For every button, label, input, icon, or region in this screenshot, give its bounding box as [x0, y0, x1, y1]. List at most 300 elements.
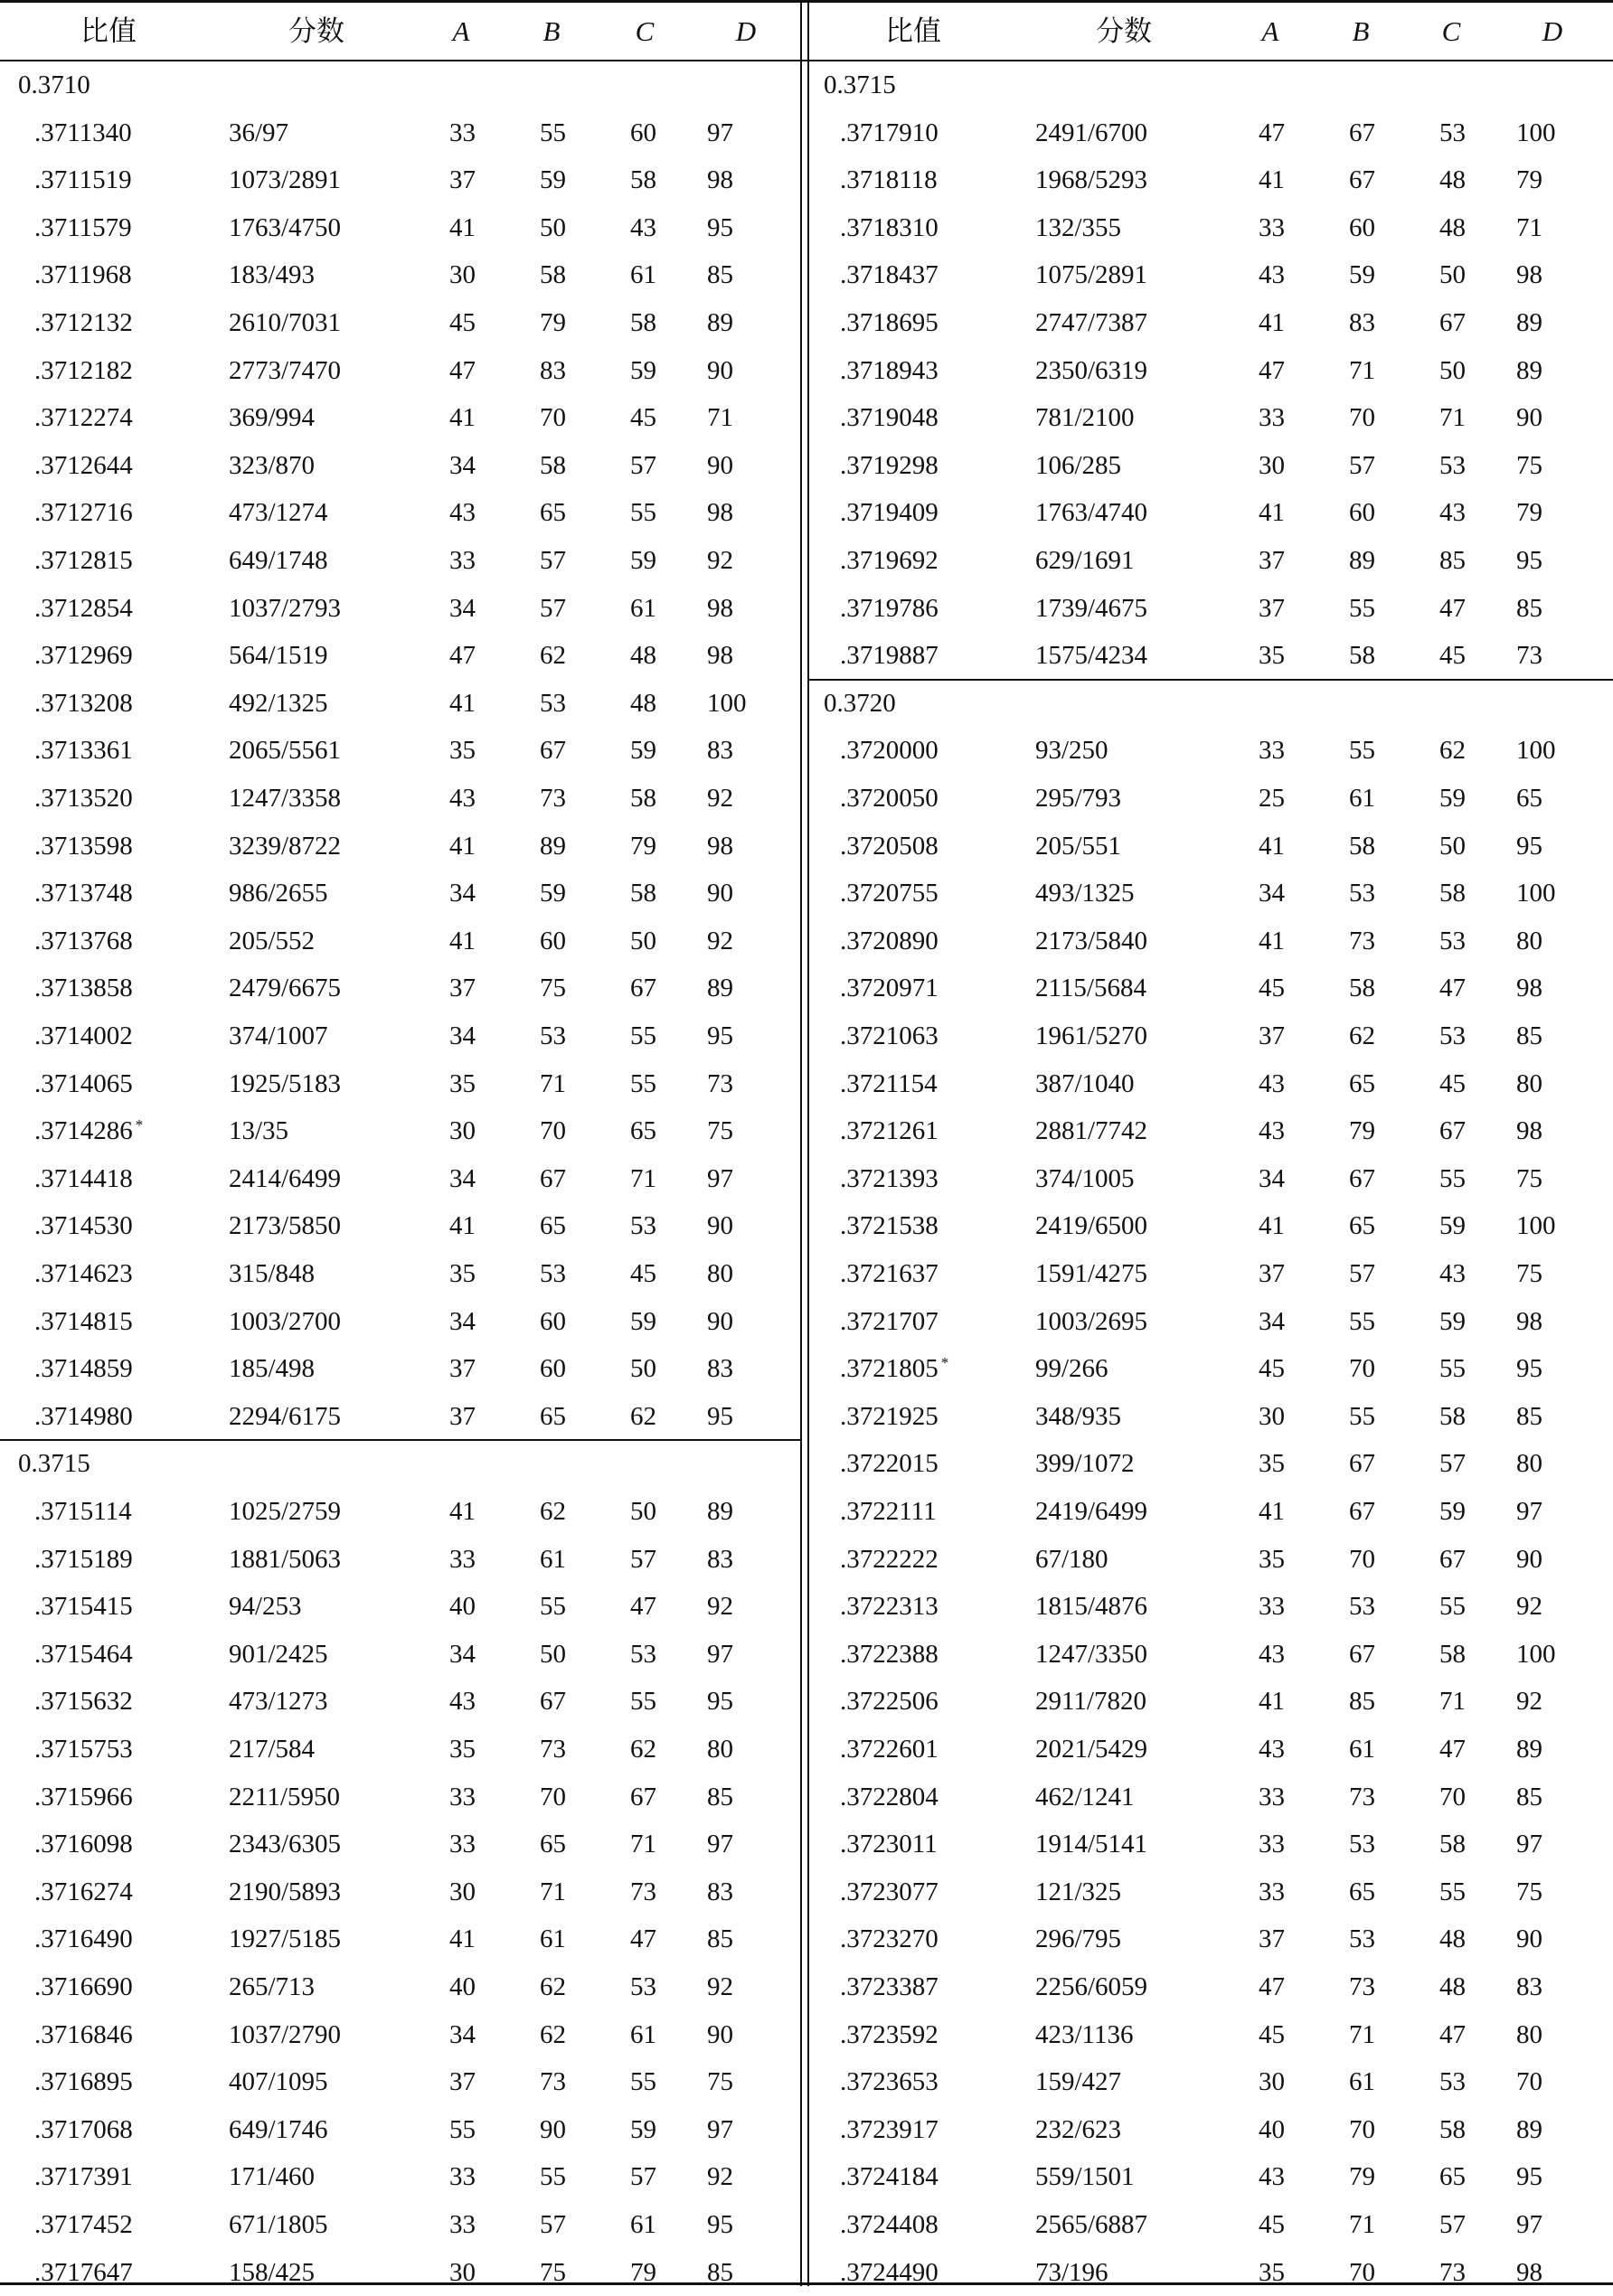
b-cell: 83 — [540, 355, 566, 385]
ratio-cell — [840, 156, 938, 204]
a-cell: 33 — [449, 1782, 476, 1811]
c-cell: 43 — [1439, 1259, 1466, 1288]
table-row — [0, 1915, 800, 1963]
d-cell: 80 — [1516, 1068, 1542, 1098]
b-cell: 79 — [1349, 1116, 1375, 1146]
b-cell: 73 — [540, 2067, 566, 2097]
fraction-cell: 93/250 — [1035, 736, 1108, 766]
c-cell: 50 — [630, 1497, 656, 1526]
ratio-cell — [34, 537, 133, 585]
ratio-cell — [840, 1821, 938, 1868]
header-b: B — [542, 15, 561, 47]
fraction-cell: 374/1005 — [1035, 1163, 1135, 1193]
c-cell: 65 — [1439, 2162, 1466, 2192]
d-cell: 83 — [707, 1877, 733, 1906]
d-cell: 89 — [707, 308, 733, 337]
ratio-cell — [840, 1963, 939, 2011]
table-row — [0, 1536, 800, 1584]
a-cell: 30 — [1259, 2067, 1285, 2097]
ratio-value: .3718437 — [840, 260, 939, 290]
b-cell: 65 — [540, 1401, 566, 1431]
c-cell: 61 — [630, 260, 656, 290]
a-cell: 33 — [1259, 1830, 1285, 1859]
fraction-cell: 13/35 — [229, 1116, 289, 1146]
a-cell: 34 — [1259, 1306, 1285, 1336]
c-cell: 59 — [1439, 1497, 1466, 1526]
fraction-cell: 1961/5270 — [1035, 1021, 1148, 1050]
table-row — [0, 917, 800, 965]
fraction-cell: 1003/2695 — [1035, 1306, 1148, 1336]
b-cell: 58 — [540, 260, 566, 290]
c-cell: 47 — [1439, 974, 1466, 1003]
fraction-cell: 315/848 — [229, 1259, 316, 1288]
ratio-cell — [840, 727, 939, 775]
a-cell: 30 — [1259, 1401, 1285, 1431]
d-cell: 95 — [707, 212, 733, 242]
table-row — [809, 109, 1613, 157]
fraction-cell: 369/994 — [229, 403, 316, 433]
d-cell: 95 — [707, 1021, 733, 1050]
a-cell: 41 — [1259, 1687, 1285, 1717]
table-row — [809, 775, 1613, 823]
c-cell: 50 — [1439, 831, 1466, 861]
b-cell: 62 — [540, 2019, 566, 2049]
ratio-value: .3712132 — [34, 308, 133, 337]
d-cell: 75 — [1516, 1163, 1542, 1193]
c-cell: 43 — [630, 212, 656, 242]
table-row — [0, 585, 800, 633]
c-cell: 59 — [630, 2114, 656, 2144]
b-cell: 70 — [1349, 2114, 1375, 2144]
b-cell: 90 — [540, 2114, 566, 2144]
b-cell: 57 — [1349, 450, 1375, 480]
d-cell: 98 — [707, 593, 733, 623]
d-cell: 85 — [1516, 593, 1542, 623]
ratio-value: .3715753 — [34, 1735, 133, 1764]
b-cell: 58 — [1349, 831, 1375, 861]
ratio-value: .3722804 — [840, 1782, 939, 1811]
ratio-cell — [840, 1868, 939, 1916]
a-cell: 35 — [1259, 1449, 1285, 1479]
b-cell: 53 — [540, 1259, 566, 1288]
ratio-cell — [34, 347, 133, 395]
ratio-cell — [34, 680, 133, 728]
d-cell: 90 — [707, 355, 733, 385]
d-cell: 83 — [1516, 1972, 1542, 2001]
ratio-value: .3712716 — [34, 498, 133, 528]
b-cell: 61 — [540, 1924, 566, 1954]
c-cell: 67 — [630, 974, 656, 1003]
ratio-value: .3720755 — [840, 879, 939, 908]
d-cell: 83 — [707, 1354, 733, 1384]
d-cell: 90 — [707, 450, 733, 480]
c-cell: 59 — [1439, 784, 1466, 813]
fraction-cell: 185/498 — [229, 1354, 316, 1384]
c-cell: 62 — [1439, 736, 1466, 766]
right-header-row — [809, 3, 1613, 60]
b-cell: 55 — [540, 118, 566, 147]
ratio-value: .3711968 — [34, 260, 132, 290]
table-row — [0, 1012, 800, 1060]
ratio-value: .3716690 — [34, 1972, 133, 2001]
ratio-value: .3711340 — [34, 118, 132, 147]
table-row — [809, 2201, 1613, 2249]
d-cell: 95 — [1516, 546, 1542, 575]
ratio-value: .3720508 — [840, 831, 939, 861]
ratio-value: .3724184 — [840, 2162, 939, 2192]
d-cell: 85 — [1516, 1782, 1542, 1811]
b-cell: 53 — [540, 688, 566, 718]
b-cell: 57 — [1349, 1259, 1375, 1288]
ratio-value: .3711579 — [34, 212, 132, 242]
header-c: C — [635, 15, 655, 47]
fraction-cell: 986/2655 — [229, 879, 328, 908]
b-cell: 57 — [540, 593, 566, 623]
b-cell: 62 — [540, 1497, 566, 1526]
fraction-cell: 121/325 — [1035, 1877, 1122, 1906]
table-row — [0, 870, 800, 917]
a-cell: 35 — [449, 1735, 476, 1764]
c-cell: 59 — [630, 546, 656, 575]
ratio-cell — [840, 1583, 939, 1631]
c-cell: 57 — [630, 2162, 656, 2192]
a-cell: 43 — [449, 1687, 476, 1717]
fraction-cell: 132/355 — [1035, 212, 1122, 242]
b-cell: 67 — [1349, 118, 1375, 147]
ratio-value: .3721707 — [840, 1306, 939, 1336]
c-cell: 70 — [1439, 1782, 1466, 1811]
ratio-cell — [34, 775, 133, 823]
fraction-cell: 1247/3358 — [229, 784, 342, 813]
c-cell: 58 — [1439, 879, 1466, 908]
c-cell: 58 — [630, 784, 656, 813]
b-cell: 67 — [1349, 165, 1375, 195]
c-cell: 47 — [1439, 2019, 1466, 2049]
ratio-cell — [34, 1678, 133, 1726]
a-cell: 35 — [449, 1068, 476, 1098]
ratio-cell — [840, 1915, 939, 1963]
d-cell: 73 — [1516, 641, 1542, 671]
header-ratio: 比值 — [885, 15, 941, 47]
d-cell: 97 — [707, 2114, 733, 2144]
ratio-value: .3721154 — [840, 1068, 938, 1098]
d-cell: 97 — [1516, 1830, 1542, 1859]
table-row — [0, 727, 800, 775]
c-cell: 58 — [630, 308, 656, 337]
c-cell: 62 — [630, 1735, 656, 1764]
b-cell: 75 — [540, 2257, 566, 2287]
fraction-cell: 67/180 — [1035, 1544, 1108, 1574]
d-cell: 71 — [1516, 212, 1542, 242]
table-row — [0, 156, 800, 204]
ratio-value: .3721538 — [840, 1211, 939, 1241]
d-cell: 92 — [707, 926, 733, 955]
fraction-cell: 2211/5950 — [229, 1782, 340, 1811]
fraction-cell: 649/1748 — [229, 546, 328, 575]
fraction-cell: 1003/2700 — [229, 1306, 342, 1336]
ratio-cell — [840, 917, 939, 965]
a-cell: 47 — [1259, 118, 1285, 147]
column-divider-left-line — [800, 0, 802, 2286]
d-cell: 65 — [1516, 784, 1542, 813]
fraction-cell: 1914/5141 — [1035, 1830, 1148, 1859]
fraction-cell: 159/427 — [1035, 2067, 1122, 2097]
ratio-value: .3721063 — [840, 1021, 939, 1050]
ratio-value: .3722388 — [840, 1639, 939, 1669]
a-cell: 37 — [449, 2067, 476, 2097]
ratio-cell — [840, 1536, 939, 1584]
d-cell: 79 — [1516, 165, 1542, 195]
ratio-value: .3719692 — [840, 546, 939, 575]
ratio-value: .3723011 — [840, 1830, 938, 1859]
ratio-cell — [34, 870, 133, 917]
ratio-cell — [34, 442, 133, 490]
d-cell: 95 — [1516, 2162, 1542, 2192]
ratio-cell — [34, 1774, 133, 1821]
fraction-cell: 205/552 — [229, 926, 316, 955]
d-cell: 100 — [1516, 1639, 1556, 1669]
a-cell: 43 — [1259, 1639, 1285, 1669]
fraction-cell: 1075/2891 — [1035, 260, 1148, 290]
a-cell: 41 — [449, 1211, 476, 1241]
ratio-cell — [840, 870, 939, 917]
ratio-cell — [34, 965, 133, 1012]
table-row — [0, 1060, 800, 1108]
c-cell: 57 — [630, 1544, 656, 1574]
b-cell: 55 — [1349, 736, 1375, 766]
table-row — [809, 1345, 1613, 1393]
a-cell: 33 — [1259, 1877, 1285, 1906]
table-row — [809, 917, 1613, 965]
c-cell: 48 — [1439, 1924, 1466, 1954]
b-cell: 79 — [1349, 2162, 1375, 2192]
c-cell: 62 — [630, 1401, 656, 1431]
c-cell: 53 — [1439, 118, 1466, 147]
b-cell: 55 — [1349, 593, 1375, 623]
c-cell: 58 — [1439, 1401, 1466, 1431]
c-cell: 50 — [1439, 260, 1466, 290]
a-cell: 34 — [1259, 1163, 1285, 1193]
b-cell: 65 — [540, 498, 566, 528]
ratio-cell — [34, 251, 132, 299]
table-row — [0, 1155, 800, 1203]
b-cell: 53 — [1349, 1924, 1375, 1954]
d-cell: 73 — [707, 1068, 733, 1098]
table-row — [809, 1107, 1613, 1155]
b-cell: 79 — [540, 308, 566, 337]
b-cell: 60 — [1349, 498, 1375, 528]
d-cell: 97 — [1516, 2210, 1542, 2239]
ratio-value: .3712182 — [34, 355, 133, 385]
d-cell: 92 — [707, 1592, 733, 1622]
ratio-cell — [34, 2011, 133, 2059]
b-cell: 70 — [1349, 1544, 1375, 1574]
table-row — [809, 2153, 1613, 2201]
table-row — [809, 1631, 1613, 1679]
table-row — [809, 585, 1613, 633]
ratio-cell — [840, 1060, 938, 1108]
d-cell: 80 — [707, 1735, 733, 1764]
a-cell: 37 — [1259, 1021, 1285, 1050]
b-cell: 89 — [1349, 546, 1375, 575]
c-cell: 71 — [630, 1163, 656, 1193]
a-cell: 34 — [449, 879, 476, 908]
ratio-value: .3716274 — [34, 1877, 133, 1906]
ratio-cell — [34, 1393, 133, 1441]
c-cell: 85 — [1439, 546, 1466, 575]
d-cell: 80 — [1516, 2019, 1542, 2049]
table-row — [809, 1774, 1613, 1821]
ratio-value: .3715415 — [34, 1592, 133, 1622]
ratio-cell — [840, 347, 939, 395]
ratio-cell — [34, 2153, 133, 2201]
ratio-value: .3722601 — [840, 1735, 939, 1764]
d-cell: 95 — [707, 1401, 733, 1431]
fraction-cell: 205/551 — [1035, 831, 1122, 861]
a-cell: 33 — [449, 1544, 476, 1574]
ratio-cell — [34, 156, 132, 204]
c-cell: 59 — [630, 1306, 656, 1336]
d-cell: 100 — [1516, 736, 1556, 766]
fraction-cell: 323/870 — [229, 450, 316, 480]
ratio-cell — [840, 109, 939, 157]
table-row — [809, 965, 1613, 1012]
b-cell: 57 — [540, 546, 566, 575]
ratio-cell — [34, 1250, 133, 1298]
b-cell: 62 — [1349, 1021, 1375, 1050]
fraction-cell: 1927/5185 — [229, 1924, 342, 1954]
a-cell: 41 — [449, 403, 476, 433]
fraction-cell: 2414/6499 — [229, 1163, 342, 1193]
fraction-cell: 73/196 — [1035, 2257, 1108, 2287]
ratio-value: .3714815 — [34, 1306, 133, 1336]
d-cell: 90 — [707, 1306, 733, 1336]
table-row — [809, 1250, 1613, 1298]
fraction-cell: 1247/3350 — [1035, 1639, 1148, 1669]
table-row — [0, 1250, 800, 1298]
b-cell: 71 — [1349, 2019, 1375, 2049]
ratio-cell — [840, 632, 939, 680]
a-cell: 41 — [1259, 1211, 1285, 1241]
c-cell: 71 — [630, 1830, 656, 1859]
b-cell: 71 — [540, 1877, 566, 1906]
a-cell: 34 — [449, 1021, 476, 1050]
ratio-cell — [840, 299, 939, 347]
fraction-cell: 265/713 — [229, 1972, 316, 2001]
c-cell: 71 — [1439, 1687, 1466, 1717]
table-row — [0, 1107, 800, 1155]
table-row — [809, 1202, 1613, 1250]
ratio-cell — [840, 1726, 939, 1774]
fraction-cell: 387/1040 — [1035, 1068, 1135, 1098]
table-row — [809, 727, 1613, 775]
a-cell: 41 — [1259, 926, 1285, 955]
ratio-cell — [840, 2058, 939, 2106]
ratio-cell — [34, 204, 132, 252]
ratio-value: .3723653 — [840, 2067, 939, 2097]
section-label: 0.3710 — [18, 71, 90, 99]
d-cell: 98 — [707, 165, 733, 195]
ratio-value: .3719298 — [840, 450, 939, 480]
a-cell: 37 — [449, 974, 476, 1003]
fraction-cell: 374/1007 — [229, 1021, 328, 1050]
fraction-cell: 217/584 — [229, 1735, 316, 1764]
table-row — [0, 251, 800, 299]
c-cell: 57 — [630, 450, 656, 480]
table-row — [809, 537, 1613, 585]
ratio-cell — [840, 1488, 937, 1536]
ratio-value: .3722111 — [840, 1497, 937, 1526]
fraction-cell: 493/1325 — [1035, 879, 1135, 908]
b-cell: 73 — [540, 784, 566, 813]
fraction-cell: 1763/4740 — [1035, 498, 1148, 528]
b-cell: 59 — [540, 165, 566, 195]
c-cell: 67 — [1439, 308, 1466, 337]
d-cell: 80 — [707, 1259, 733, 1288]
ratio-cell — [840, 1155, 939, 1203]
b-cell: 60 — [540, 1306, 566, 1336]
ratio-cell — [34, 1107, 143, 1155]
b-cell: 61 — [540, 1544, 566, 1574]
fraction-cell: 94/253 — [229, 1592, 302, 1622]
b-cell: 70 — [540, 1782, 566, 1811]
ratio-cell — [34, 632, 133, 680]
a-cell: 45 — [1259, 1354, 1285, 1384]
ratio-value: .3712969 — [34, 641, 133, 671]
ratio-cell — [840, 489, 939, 537]
table-row — [809, 1726, 1613, 1774]
table-row — [809, 1915, 1613, 1963]
ratio-cell — [840, 2249, 939, 2296]
d-cell: 92 — [707, 546, 733, 575]
c-cell: 58 — [1439, 1639, 1466, 1669]
d-cell: 89 — [1516, 355, 1542, 385]
b-cell: 59 — [1349, 260, 1375, 290]
ratio-cell — [34, 1298, 133, 1346]
a-cell: 33 — [449, 546, 476, 575]
ratio-cell — [840, 1678, 939, 1726]
fraction-cell: 473/1273 — [229, 1687, 328, 1717]
d-cell: 85 — [1516, 1021, 1542, 1050]
c-cell: 53 — [1439, 1021, 1466, 1050]
fraction-cell: 295/793 — [1035, 784, 1122, 813]
c-cell: 79 — [630, 831, 656, 861]
table-row — [0, 2201, 800, 2249]
table-row — [0, 1583, 800, 1631]
c-cell: 55 — [1439, 1163, 1466, 1193]
a-cell: 47 — [449, 355, 476, 385]
ratio-cell — [840, 251, 939, 299]
table-row — [0, 2011, 800, 2059]
ratio-value: .3722222 — [840, 1544, 939, 1574]
table-row — [809, 2058, 1613, 2106]
ratio-value: .3715632 — [34, 1687, 133, 1717]
section-heading — [809, 680, 1613, 728]
b-cell: 61 — [1349, 1735, 1375, 1764]
a-cell: 33 — [1259, 1782, 1285, 1811]
ratio-value: .3718118 — [840, 165, 938, 195]
ratio-value: .3714065 — [34, 1068, 133, 1098]
ratio-value: .3714980 — [34, 1401, 133, 1431]
b-cell: 58 — [1349, 641, 1375, 671]
c-cell: 67 — [1439, 1544, 1466, 1574]
a-cell: 33 — [1259, 403, 1285, 433]
a-cell: 41 — [449, 926, 476, 955]
left-table-panel — [0, 0, 800, 2286]
d-cell: 92 — [707, 784, 733, 813]
header-fraction: 分数 — [288, 15, 344, 47]
table-row — [809, 489, 1613, 537]
